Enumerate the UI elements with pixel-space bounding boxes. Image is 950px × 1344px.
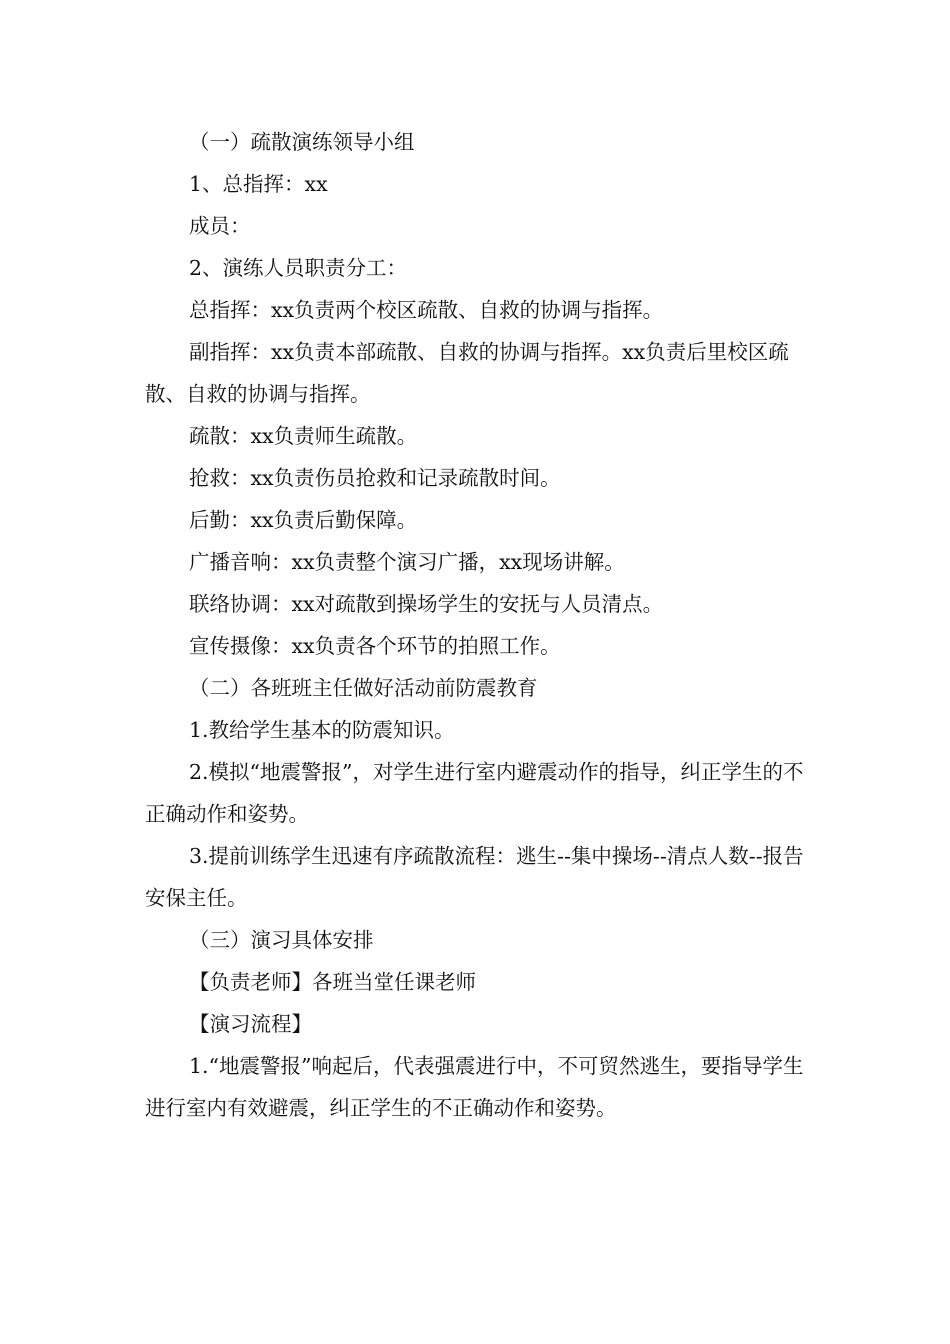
paragraph: 1、总指挥：xx [189,172,328,196]
document-body [145,121,815,1129]
paragraph: 1.“地震警报”响起后，代表强震进行中，不可贸然逃生，要指导学生进行室内有效避震，纠正学生的不正确动作和姿势。 [145,1054,804,1120]
paragraph: 成员： [189,214,251,238]
paragraph: 副指挥：xx负责本部疏散、自救的协调与指挥。xx负责后里校区疏散、自救的协调与指挥。 [145,340,789,406]
section-heading-1: （一）疏散演练领导小组 [189,130,415,154]
paragraph: 后勤：xx负责后勤保障。 [189,508,418,532]
paragraph: 1.教给学生基本的防震知识。 [189,718,455,742]
paragraph: 2.模拟“地震警报”，对学生进行室内避震动作的指导，纠正学生的不正确动作和姿势。 [145,760,804,826]
section-heading-3: （三）演习具体安排 [189,928,374,952]
paragraph: 广播音响：xx负责整个演习广播，xx现场讲解。 [189,550,625,574]
paragraph: 2、演练人员职责分工： [189,256,408,280]
paragraph: 疏散：xx负责师生疏散。 [189,424,418,448]
paragraph: 抢救：xx负责伤员抢救和记录疏散时间。 [189,466,561,490]
paragraph: 联络协调：xx对疏散到操场学生的安抚与人员清点。 [189,592,664,616]
paragraph: 3.提前训练学生迅速有序疏散流程：逃生--集中操场--清点人数--报告安保主任。 [145,844,804,910]
paragraph: 总指挥：xx负责两个校区疏散、自救的协调与指挥。 [189,298,664,322]
paragraph: 宣传摄像：xx负责各个环节的拍照工作。 [189,634,561,658]
paragraph: 【演习流程】 [189,1012,312,1036]
section-heading-2: （二）各班班主任做好活动前防震教育 [189,676,538,700]
paragraph: 【负责老师】各班当堂任课老师 [189,970,476,994]
